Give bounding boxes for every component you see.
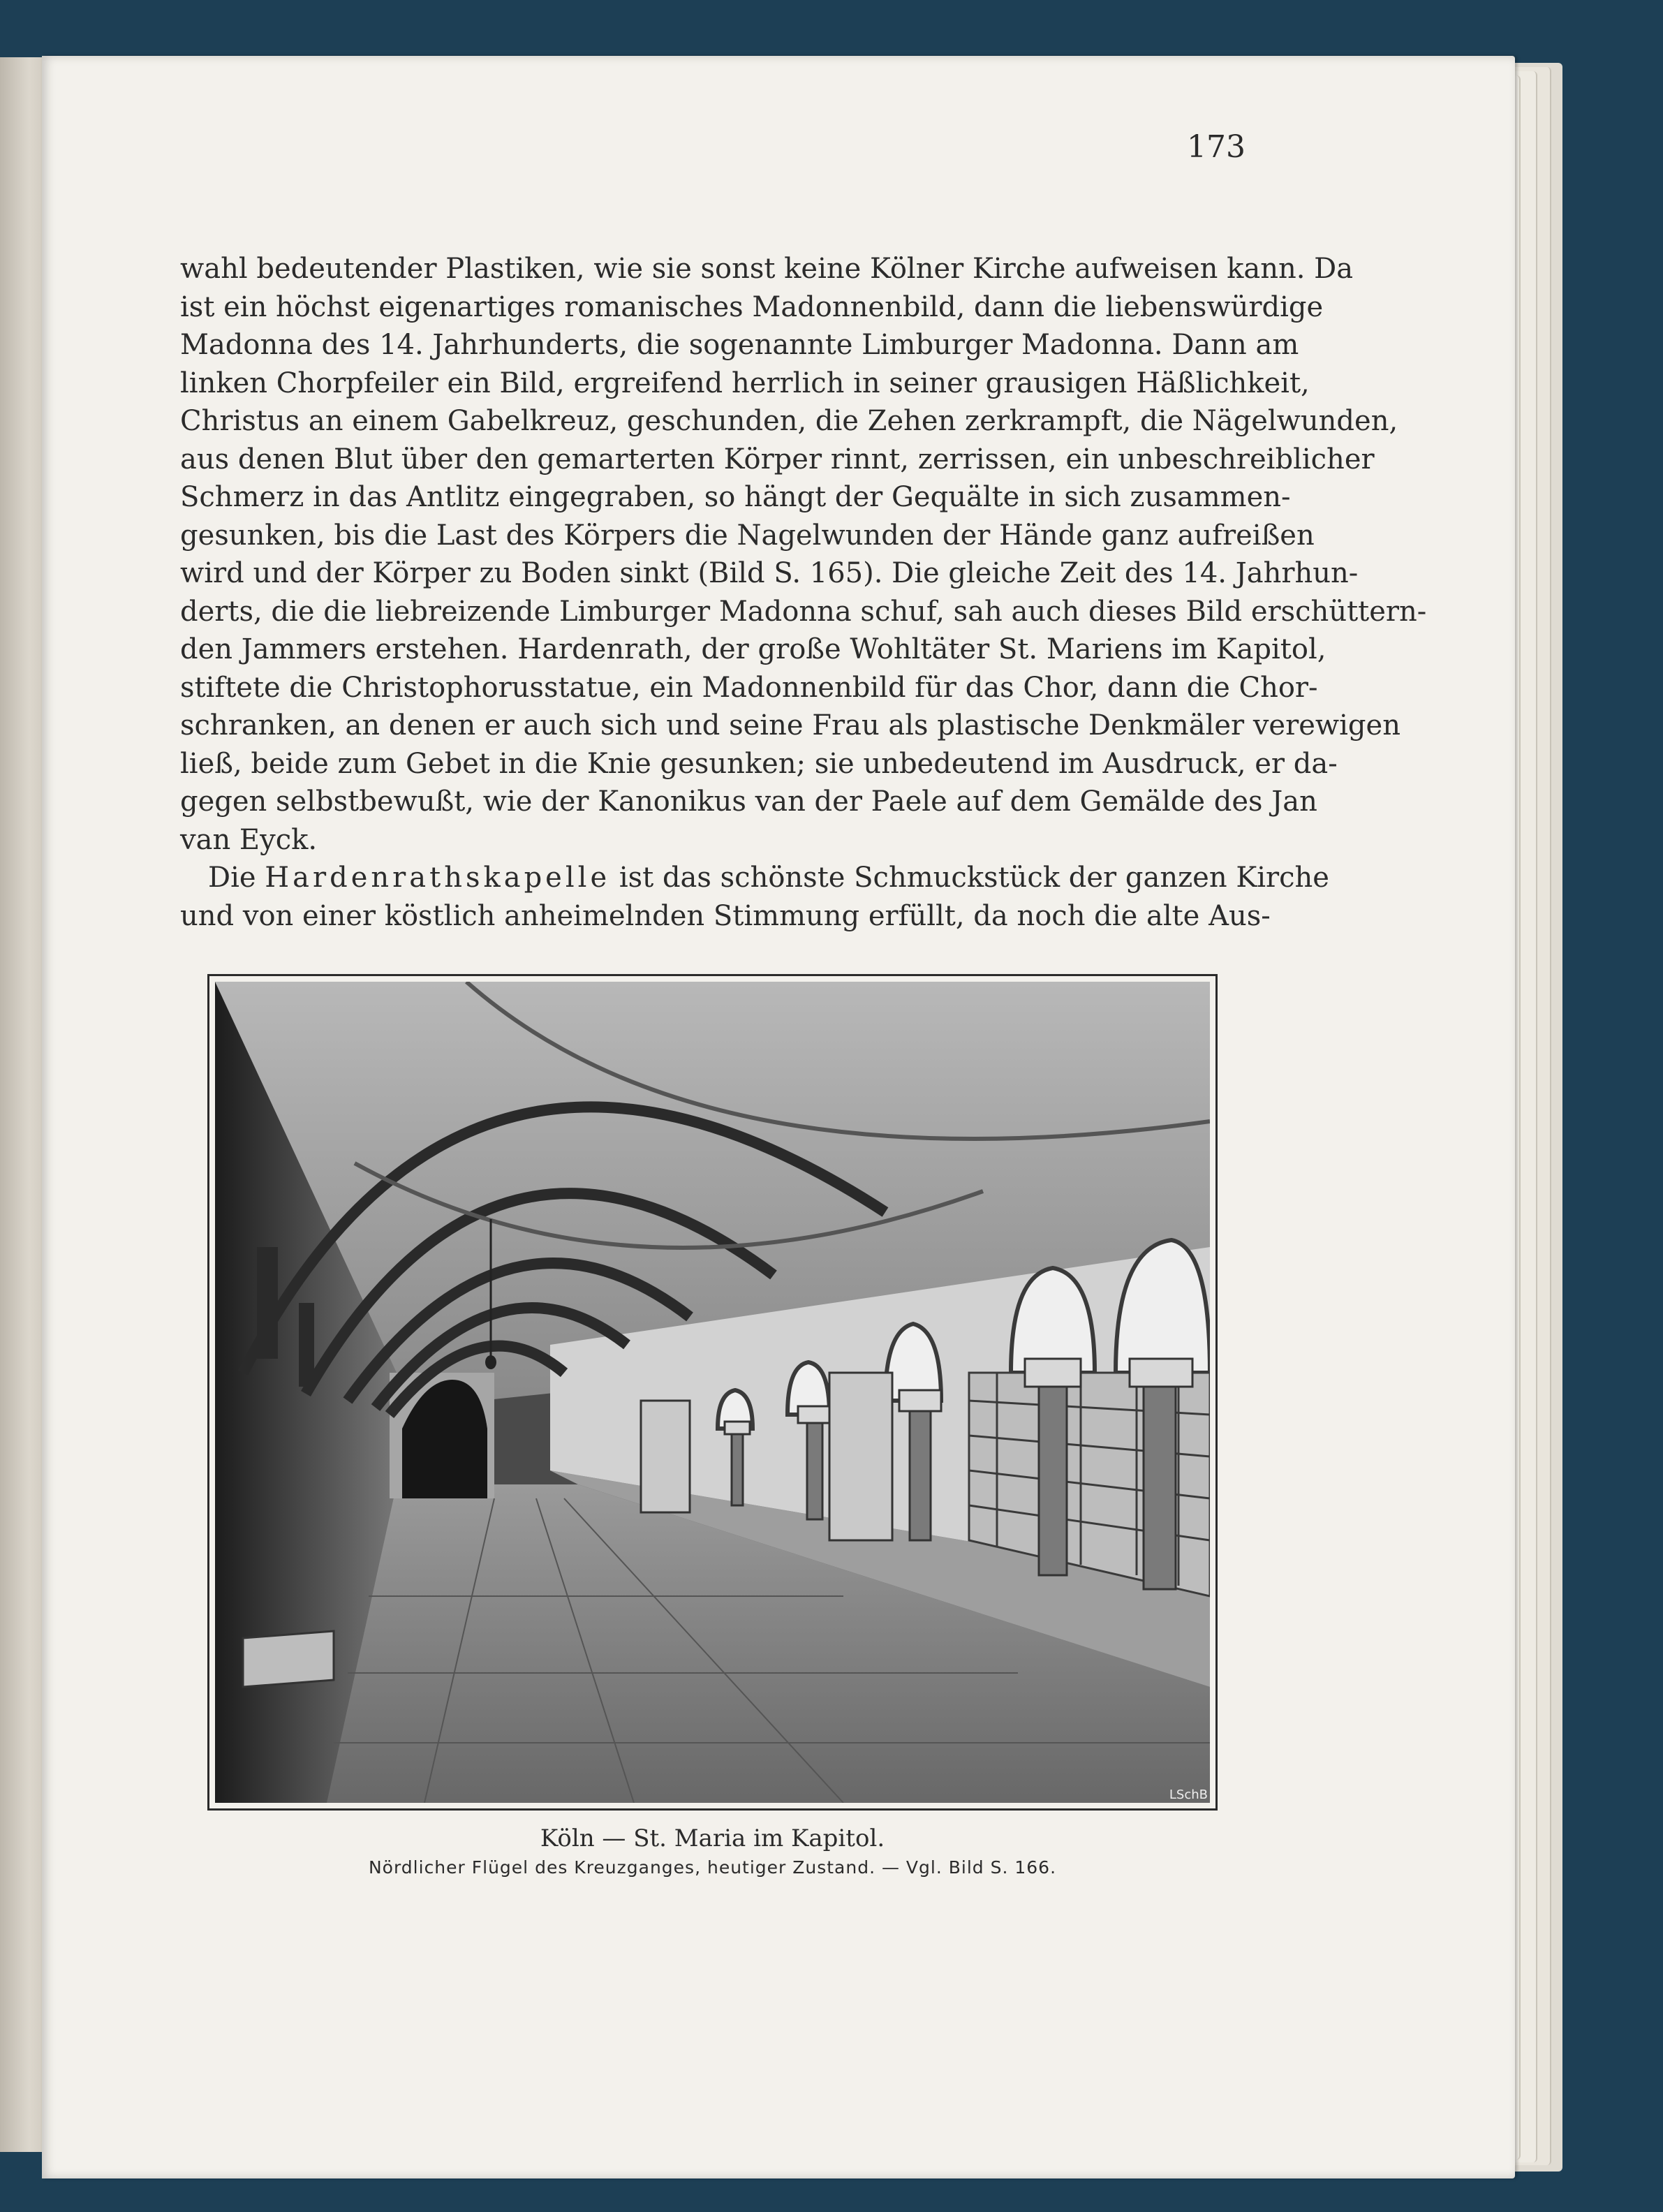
text-line: wahl bedeutender Plastiken, wie sie sonst keine Kölner Kirche aufweisen kann. Da xyxy=(180,253,1354,285)
text-line: stiftete die Christophorusstatue, ein Madonnenbild für das Chor, dann die Chor- xyxy=(180,671,1318,704)
text-line: schranken, an denen er auch sich und seine Frau als plastische Denkmäler verewigen xyxy=(180,709,1400,742)
text-line: linken Chorpfeiler ein Bild, ergreifend herrlich in seiner grausigen Häßlichkeit, xyxy=(180,367,1310,399)
text-line: den Jammers erstehen. Hardenrath, der große Wohltäter St. Mariens im Kapitol, xyxy=(180,633,1326,665)
text-line: derts, die die liebreizende Limburger Madonna schuf, sah auch dieses Bild erschüttern- xyxy=(180,595,1427,628)
photographer-signature: LSchB xyxy=(1169,1787,1208,1802)
text-line: Christus an einem Gabelkreuz, geschunden, die Zehen zerkrampft, die Nägelwunden, xyxy=(180,405,1398,437)
text-line: ist ein höchst eigenartiges romanisches Madonnenbild, dann die liebenswürdige xyxy=(180,290,1324,323)
page-number: 173 xyxy=(1187,129,1246,165)
paragraph-2-rest: ist das schönste Schmuckstück der ganzen Kirche xyxy=(619,862,1329,894)
figure-subcaption: Nördlicher Flügel des Kreuzganges, heutiger Zustand. — Vgl. Bild S. 166. xyxy=(368,1857,1057,1878)
figure-frame xyxy=(207,974,1218,1811)
text-line: ließ, beide zum Gebet in die Knie gesunken; sie unbedeutend im Ausdruck, er da- xyxy=(180,747,1338,780)
text-line: wird und der Körper zu Boden sinkt (Bild S. 165). Die gleiche Zeit des 14. Jahrhun- xyxy=(180,557,1359,589)
text-line: und von einer köstlich anheimelnden Stimmung erfüllt, da noch die alte Aus- xyxy=(180,899,1271,932)
body-text xyxy=(180,250,1427,935)
text-line: Madonna des 14. Jahrhunderts, die sogenannte Limburger Madonna. Dann am xyxy=(180,329,1299,361)
figure-caption: Köln — St. Maria im Kapitol. xyxy=(540,1824,885,1852)
text-line: gegen selbstbewußt, wie der Kanonikus van der Paele auf dem Gemälde des Jan xyxy=(180,786,1317,818)
text-line: van Eyck. xyxy=(180,823,318,856)
paragraph-2-start: Die xyxy=(208,862,256,894)
text-line: gesunken, bis die Last des Körpers die Nagelwunden der Hände ganz aufreißen xyxy=(180,519,1315,552)
chapel-name: Hardenrathskapelle xyxy=(265,862,611,894)
cloister-photo xyxy=(215,982,1210,1803)
text-line: aus denen Blut über den gemarterten Körper rinnt, zerrissen, ein unbeschreiblicher xyxy=(180,443,1375,475)
text-line: Schmerz in das Antlitz eingegraben, so hängt der Gequälte in sich zusammen- xyxy=(180,481,1291,513)
paragraph-2-line-1 xyxy=(180,859,1329,897)
